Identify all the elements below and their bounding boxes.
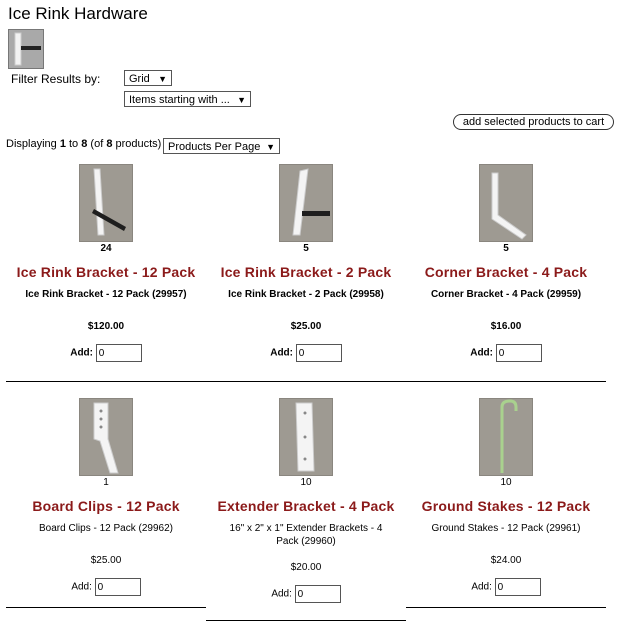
product-price: $16.00: [490, 321, 522, 332]
product-model: 16" x 2" x 1" Extender Brackets - 4 Pack (29960): [229, 523, 383, 547]
results-to-word: to: [65, 138, 82, 150]
product-quantity: 10: [500, 477, 512, 488]
add-quantity-input[interactable]: [496, 344, 542, 362]
product-price: $25.00: [90, 555, 122, 566]
add-label: Add:: [70, 347, 93, 359]
product-price: $20.00: [290, 562, 322, 573]
product-row: [6, 162, 606, 392]
add-quantity-input[interactable]: [296, 344, 342, 362]
product-cell: [206, 162, 406, 392]
add-quantity-input[interactable]: [495, 578, 541, 596]
add-quantity-input[interactable]: [295, 585, 341, 603]
results-total: 8: [106, 138, 113, 150]
product-image[interactable]: [479, 398, 533, 476]
row-divider: [406, 607, 606, 608]
view-mode-select-value: Grid: [129, 73, 150, 85]
product-title-link[interactable]: Extender Bracket - 4 Pack: [217, 498, 395, 514]
product-cell: [406, 392, 606, 630]
add-label: Add:: [471, 581, 492, 593]
add-quantity-input[interactable]: [96, 344, 142, 362]
product-model: Board Clips - 12 Pack (29962): [39, 523, 173, 534]
product-model: Ice Rink Bracket - 12 Pack (29957): [25, 289, 187, 300]
view-mode-select[interactable]: [124, 70, 172, 86]
add-quantity-row: [406, 578, 606, 596]
product-model: Corner Bracket - 4 Pack (29959): [430, 289, 582, 300]
product-quantity: 24: [100, 243, 112, 254]
add-quantity-row: [406, 344, 606, 362]
add-quantity-row: [6, 344, 206, 362]
product-quantity: 1: [103, 477, 109, 488]
product-title-link[interactable]: Ice Rink Bracket - 12 Pack: [16, 264, 196, 280]
product-image[interactable]: [279, 164, 333, 242]
filter-results-label: Filter Results by:: [11, 72, 101, 86]
product-row: [6, 392, 606, 630]
chevron-down-icon: ▼: [266, 142, 275, 152]
category-thumbnail-image: [8, 29, 44, 69]
product-image[interactable]: [79, 398, 133, 476]
add-label: Add:: [470, 347, 493, 359]
product-price: $120.00: [87, 321, 125, 332]
product-title-link[interactable]: Board Clips - 12 Pack: [32, 498, 180, 514]
chevron-down-icon: ▼: [237, 95, 246, 105]
add-quantity-row: [206, 585, 406, 603]
product-cell: [406, 162, 606, 392]
results-prefix: Displaying: [6, 138, 60, 150]
row-divider: [6, 607, 206, 608]
row-divider: [206, 620, 406, 621]
results-of-suffix: products): [112, 138, 162, 150]
product-cell: [6, 162, 206, 392]
product-model: Ice Rink Bracket - 2 Pack (29958): [228, 289, 384, 300]
add-selected-to-cart-button[interactable]: add selected products to cart: [453, 114, 614, 130]
products-per-page-value: Products Per Page: [168, 141, 261, 153]
add-label: Add:: [270, 347, 293, 359]
product-quantity: 5: [303, 243, 309, 254]
results-count: [6, 138, 161, 150]
page-title: Ice Rink Hardware: [8, 4, 148, 23]
product-title-link[interactable]: Ice Rink Bracket - 2 Pack: [220, 264, 392, 280]
product-grid: [6, 162, 606, 630]
product-model: Ground Stakes - 12 Pack (29961): [431, 523, 581, 534]
results-from: 1: [59, 138, 66, 150]
items-starting-with-select[interactable]: [124, 91, 251, 107]
items-starting-with-value: Items starting with ...: [129, 94, 230, 106]
add-quantity-input[interactable]: [95, 578, 141, 596]
product-image[interactable]: [79, 164, 133, 242]
product-price: $24.00: [490, 555, 522, 566]
results-of-prefix: (of: [87, 138, 107, 150]
product-cell: [206, 392, 406, 630]
product-image[interactable]: [479, 164, 533, 242]
product-quantity: 5: [503, 243, 509, 254]
product-image[interactable]: [279, 398, 333, 476]
product-title-link[interactable]: Corner Bracket - 4 Pack: [424, 264, 588, 280]
product-cell: [6, 392, 206, 630]
add-quantity-row: [6, 578, 206, 596]
add-label: Add:: [71, 581, 92, 593]
row-divider: [6, 381, 606, 382]
product-title-link[interactable]: Ground Stakes - 12 Pack: [421, 498, 591, 514]
results-to: 8: [81, 138, 88, 150]
product-quantity: 10: [300, 477, 312, 488]
add-quantity-row: [206, 344, 406, 362]
add-label: Add:: [271, 588, 292, 600]
product-price: $25.00: [290, 321, 322, 332]
chevron-down-icon: ▼: [158, 74, 167, 84]
products-per-page-select[interactable]: [163, 138, 280, 154]
